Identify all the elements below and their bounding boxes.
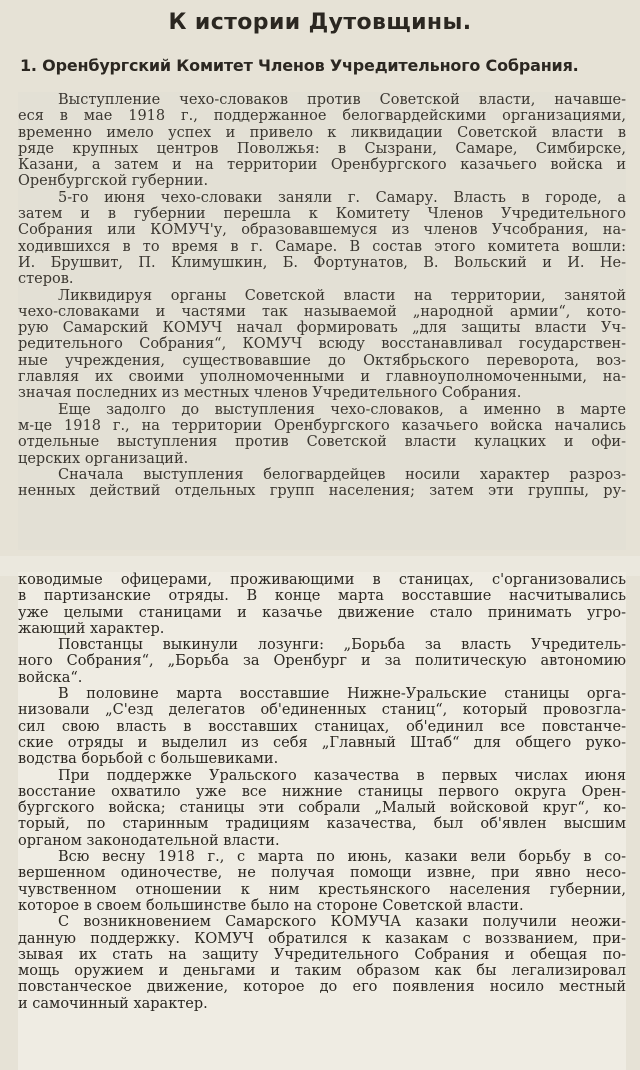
text-line: Оренбургской губернии. bbox=[18, 173, 209, 190]
text-line: зывая их стать на защиту Учредительного Собрания и обещая по- bbox=[18, 946, 626, 963]
text-line: отдельные выступления против Советской власти кулацких и офи- bbox=[18, 434, 626, 451]
text-line: чувственном отношении к ним крестьянского населения губернии, bbox=[18, 881, 626, 898]
text-line: восстание охватило уже все нижние станицы первого округа Орен- bbox=[18, 783, 626, 800]
text-line: При поддержке Уральского казачества в первых числах июня bbox=[58, 767, 626, 784]
text-line: церских организаций. bbox=[18, 450, 189, 467]
text-line: еся в мае 1918 г., поддержанное белогвардейскими организациями, bbox=[18, 108, 626, 125]
text-line: мощь оружием и деньгами и таким образом как бы легализировал bbox=[18, 963, 626, 980]
text-line: войска“. bbox=[18, 669, 83, 686]
text-line: рую Самарский КОМУЧ начал формировать „для защиты власти Уч- bbox=[18, 320, 626, 337]
text-line: ходившихся в то время в г. Самаре. В состав этого комитета вошли: bbox=[18, 238, 626, 255]
text-line: м-це 1918 г., на территории Оренбургского казачьего войска начались bbox=[18, 417, 626, 434]
text-line: И. Брушвит, П. Климушкин, Б. Фортунатов, В. Вольский и И. Не- bbox=[18, 254, 626, 271]
text-line: которое в своем большинстве было на стороне Советской власти. bbox=[18, 897, 524, 914]
text-block-lower bbox=[18, 572, 626, 1070]
text-line: Всю весну 1918 г., с марта по июнь, казаки вели борьбу в со- bbox=[58, 849, 626, 866]
text-block-upper bbox=[18, 92, 626, 550]
text-line: органом законодательной власти. bbox=[18, 832, 280, 849]
text-line: вершенном одиночестве, не получая помощи извне, при явно несо- bbox=[18, 865, 626, 882]
section-heading: 1. Оренбургский Комитет Членов Учредительного Собрания. bbox=[20, 56, 579, 75]
text-line: и самочинный характер. bbox=[18, 995, 208, 1012]
text-line: главляя их своими уполномоченными и главноуполномоченными, на- bbox=[18, 369, 626, 386]
text-line: Повстанцы выкинули лозунги: „Борьба за власть Учредитель- bbox=[58, 637, 626, 654]
text-line: В половине марта восставшие Нижне-Уральские станицы орга- bbox=[58, 686, 626, 703]
text-line: С возникновением Самарского КОМУЧА казаки получили неожи- bbox=[58, 914, 626, 931]
text-line: уже целыми станицами и казачье движение стало принимать угро- bbox=[18, 604, 626, 621]
text-line: Казани, а затем и на территории Оренбургского казачьего войска и bbox=[18, 157, 626, 174]
text-line: значая последних из местных членов Учредительного Собрания. bbox=[18, 385, 522, 402]
text-line: Выступление чехо-словаков против Советской власти, начавше- bbox=[58, 92, 626, 108]
text-line: бургского войска; станицы эти собрали „Малый войсковой круг“, ко- bbox=[18, 800, 626, 817]
text-line: повстанческое движение, которое до его появления носило местный bbox=[18, 979, 626, 996]
text-line: чехо-словаками и частями так называемой „народной армии“, кото- bbox=[18, 303, 626, 320]
text-line: Еще задолго до выступления чехо-словаков, а именно в марте bbox=[58, 401, 626, 418]
text-line: ские отряды и выделил из себя „Главный Штаб“ для общего руко- bbox=[18, 734, 626, 751]
text-line: Собрания или КОМУЧ'у, образовавшемуся из членов Учсобрания, на- bbox=[18, 222, 626, 239]
text-line: Сначала выступления белогвардейцев носили характер разроз- bbox=[58, 466, 626, 483]
text-line: ряде крупных центров Поволжья: в Сызрани, Самаре, Симбирске, bbox=[18, 140, 626, 157]
page-title: К истории Дутовщины. bbox=[168, 10, 472, 35]
text-line: редительного Собрания“, КОМУЧ всюду восстанавливал государствен- bbox=[18, 336, 626, 353]
text-line: ного Собрания“, „Борьба за Оренбург и за политическую автономию bbox=[18, 653, 626, 670]
text-line: в партизанские отряды. В конце марта восставшие насчитывались bbox=[18, 588, 626, 605]
text-line: затем и в губернии перешла к Комитету Членов Учредительного bbox=[18, 206, 626, 223]
text-line: сил свою власть в восставших станицах, об'единил все повстанче- bbox=[18, 718, 626, 735]
text-line: стеров. bbox=[18, 271, 74, 288]
text-line: жающий характер. bbox=[18, 620, 165, 637]
text-line: низовали „С'езд делегатов об'единенных станиц“, который провозгла- bbox=[18, 702, 626, 719]
text-line: 5-го июня чехо-словаки заняли г. Самару. Власть в городе, а bbox=[58, 189, 626, 206]
text-line: водства борьбой с большевиками. bbox=[18, 751, 279, 768]
text-line: ководимые офицерами, проживающими в станицах, с'организовались bbox=[18, 572, 626, 588]
text-line: временно имело успех и привело к ликвидации Советской власти в bbox=[18, 124, 626, 141]
text-line: торый, по старинным традициям казачества, был об'явлен высшим bbox=[18, 816, 626, 833]
text-line: ные учреждения, существовавшие до Октябрьского переворота, воз- bbox=[18, 352, 626, 369]
text-line: данную поддержку. КОМУЧ обратился к казакам с воззванием, при- bbox=[18, 930, 626, 947]
text-line: Ликвидируя органы Советской власти на территории, занятой bbox=[58, 287, 626, 304]
text-line: ненных действий отдельных групп населения; затем эти группы, ру- bbox=[18, 483, 626, 500]
